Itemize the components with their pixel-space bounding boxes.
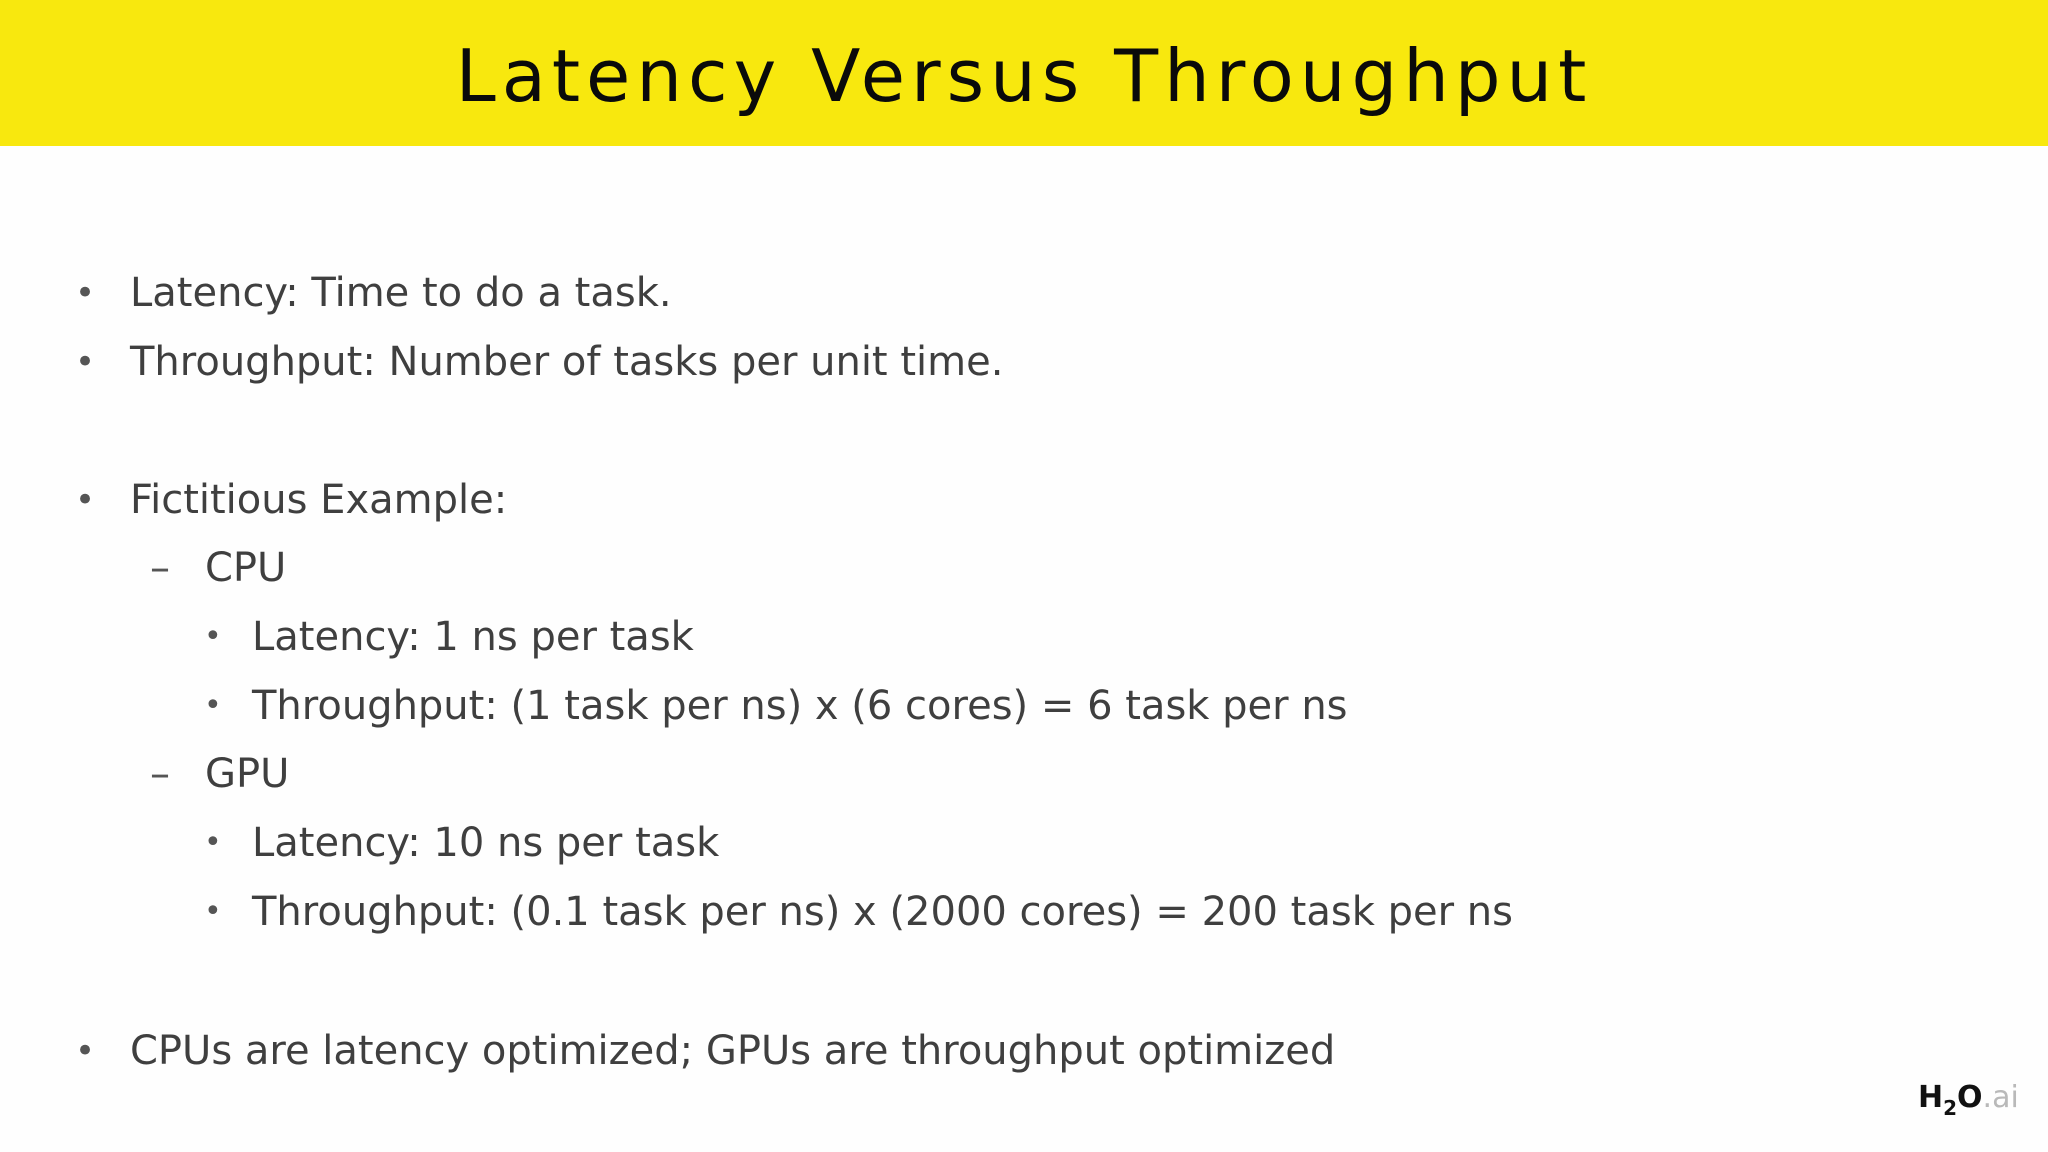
bullet-text: Latency: Time to do a task.	[130, 270, 672, 316]
bullet-icon: •	[204, 825, 222, 860]
item-text: Latency: 10 ns per task	[252, 820, 720, 866]
bullet-icon: •	[204, 894, 222, 929]
logo-h: H	[1918, 1080, 1944, 1115]
logo-subscript: 2	[1943, 1096, 1958, 1120]
bullet-icon: •	[204, 688, 222, 723]
item-text: Latency: 1 ns per task	[252, 614, 694, 660]
dash-icon: –	[150, 545, 170, 591]
bullet-icon: •	[75, 273, 96, 313]
sub-bullet-text: CPU	[205, 545, 287, 591]
slide-title: Latency Versus Throughput	[455, 34, 1593, 118]
item-text: Throughput: (0.1 task per ns) x (2000 cores) = 200 task per ns	[252, 889, 1513, 935]
item-text: Throughput: (1 task per ns) x (6 cores) = 6 task per ns	[252, 683, 1348, 729]
dash-icon: –	[150, 751, 170, 797]
logo-o: O	[1957, 1080, 1983, 1115]
h2o-ai-logo	[1918, 1080, 2018, 1124]
bullet-text: CPUs are latency optimized; GPUs are throughput optimized	[130, 1028, 1336, 1074]
bullet-icon: •	[75, 480, 96, 520]
bullet-icon: •	[204, 619, 222, 654]
bullet-icon: •	[75, 1031, 96, 1071]
logo-suffix: .ai	[1982, 1080, 2019, 1115]
bullet-text: Throughput: Number of tasks per unit time.	[130, 339, 1004, 385]
bullet-icon: •	[75, 342, 96, 382]
sub-bullet-text: GPU	[205, 751, 290, 797]
bullet-text: Fictitious Example:	[130, 477, 508, 523]
